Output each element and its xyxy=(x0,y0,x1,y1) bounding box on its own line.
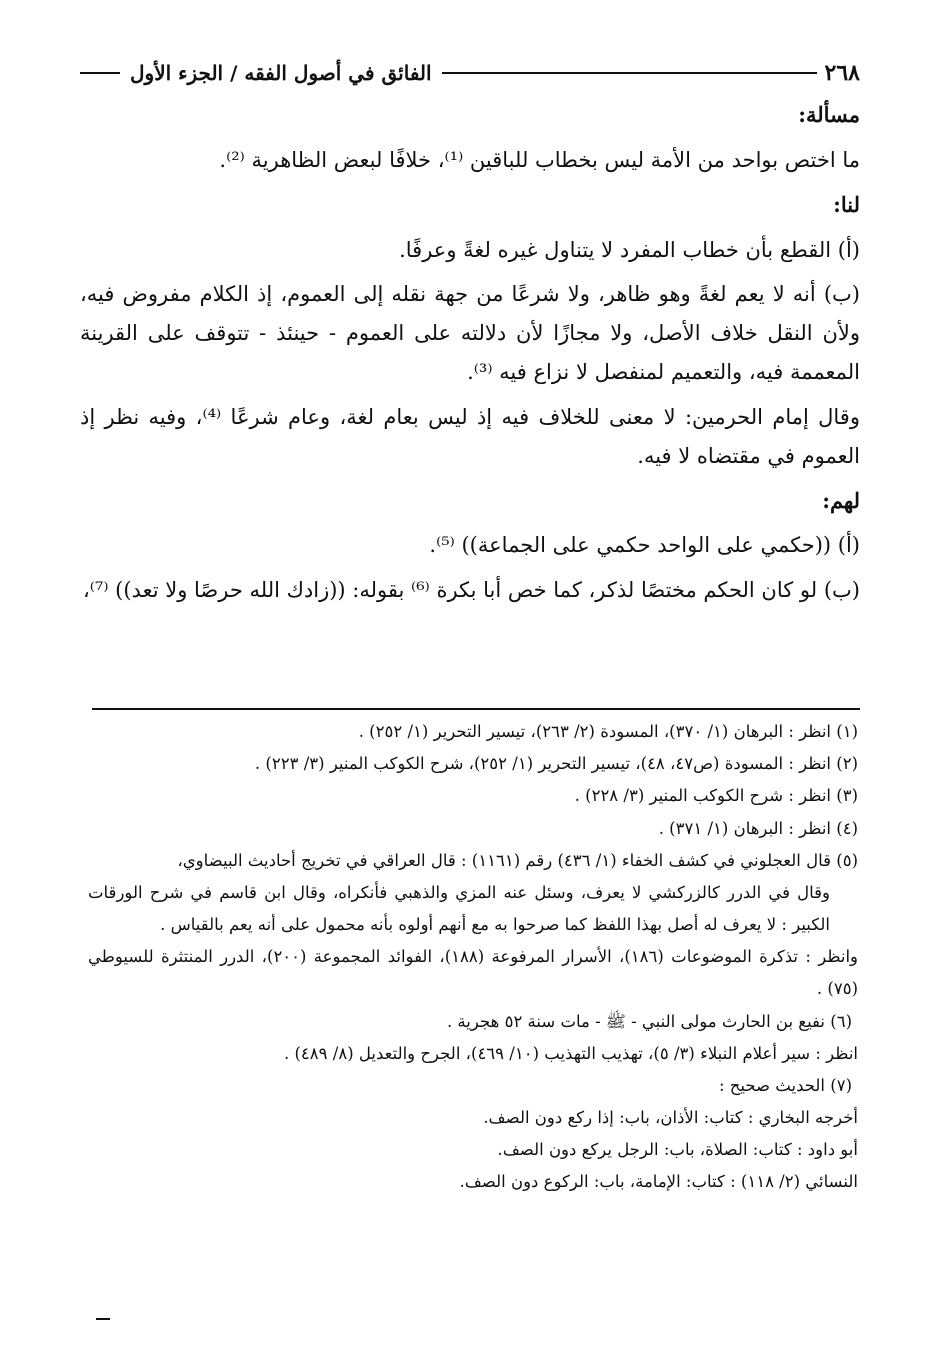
header-rule xyxy=(442,72,817,74)
footnote-7-abudawud: أبو داود : كتاب: الصلاة، باب: الرجل يركع دون الصف. xyxy=(497,1140,858,1160)
footnote-6-refs: انظر : سير أعلام النبلاء (٣/ ٥)، تهذيب التهذيب (١٠/ ٤٦٩)، الجرح والتعديل (٨/ ٤٨٩) . xyxy=(283,1043,858,1063)
footnote-1: (١) انظر : البرهان (١/ ٣٧٠)، المسودة (٢/ ٢٦٣)، تيسير التحرير (١/ ٢٥٢) . xyxy=(358,722,858,741)
footnote-2: (٢) انظر : المسودة (ص٤٧، ٤٨)، تيسير التحرير (١/ ٢٥٢)، شرح الكوكب المنير (٣/ ٢٢٣) . xyxy=(254,754,858,774)
header-rule-end xyxy=(80,72,120,74)
footnote-3: (٣) انظر : شرح الكوكب المنير (٣/ ٢٢٨) . xyxy=(574,786,858,806)
footnote-7-nasai: النسائي (٢/ ١١٨) : كتاب: الإمامة، باب: الركوع دون الصف. xyxy=(459,1172,858,1192)
heading-lana: لنا: xyxy=(833,191,860,217)
footnote-6: (٦) نفيع بن الحارث مولى النبي - ﷺ - مات سنة ٥٢ هجرية . xyxy=(446,1011,852,1031)
imam-paragraph: وقال إمام الحرمين: لا معنى للخلاف فيه إذ ليس بعام لغة، وعام شرعًا ⁽⁴⁾، وفيه نظر إذ العموم في مقتضاه لا فيه. xyxy=(80,404,860,468)
paragraph-1: ما اختص بواحد من الأمة ليس بخطاب للباقين ⁽¹⁾، خلافًا لبعض الظاهرية ⁽²⁾. xyxy=(219,147,860,172)
footnotes xyxy=(88,716,858,1199)
page-number: ٢٦٨ xyxy=(824,60,860,86)
footnote-7: (٧) الحديث صحيح : xyxy=(718,1075,852,1095)
footnote-5-continued: وقال في الدرر كالزركشي لا يعرف، وسئل عنه المزي والذهبي فأنكراه، وقال ابن قاسم في شرح الورقات الكبير : لا يعرف له أصل بهذا اللفظ كما صرحوا به مع أنهم أولوه بأنه محمول على أنه يعم بالقياس . xyxy=(88,882,830,935)
point-alif-2: (أ) ((حكمي على الواحد حكمي على الجماعة)) ⁽⁵⁾. xyxy=(429,533,860,558)
heading-lahum: لهم: xyxy=(822,487,860,513)
point-ba: (ب) أنه لا يعم لغةً وهو ظاهر، ولا شرعًا من جهة نقله إلى العموم، إذ الكلام مفروض فيه، ولأن النقل خلاف الأصل، ولا مجازًا لأن دلالته على العموم - حينئذ - تتوقف على القرينة المعممة فيه، والتعميم لمنفصل لا نزاع فيه ⁽³⁾. xyxy=(80,282,860,385)
page-end-mark xyxy=(96,1318,110,1320)
footnote-5-see-also: وانظر : تذكرة الموضوعات (١٨٦)، الأسرار المرفوعة (١٨٨)، الفوائد المجموعة (٢٠٠)، الدرر المنتثرة للسيوطي (٧٥) . xyxy=(88,947,859,999)
footnote-separator xyxy=(92,708,860,710)
footnote-4: (٤) انظر : البرهان (١/ ٣٧١) . xyxy=(658,818,858,838)
running-header xyxy=(80,58,860,88)
heading-masala: مسألة: xyxy=(798,102,860,127)
main-text xyxy=(80,96,860,616)
point-alif: (أ) القطع بأن خطاب المفرد لا يتناول غيره لغةً وعرفًا. xyxy=(399,237,860,262)
footnote-7-bukhari: أخرجه البخاري : كتاب: الأذان، باب: إذا ركع دون الصف. xyxy=(483,1108,858,1128)
point-ba-2: (ب) لو كان الحكم مختصًا لذكر، كما خص أبا بكرة ⁽⁶⁾ بقوله: ((زادك الله حرصًا ولا تعد)) ⁽⁷⁾، xyxy=(82,578,860,603)
footnote-5: (٥) قال العجلوني في كشف الخفاء (١/ ٤٣٦) رقم (١١٦١) : قال العراقي في تخريج أحاديث البيضاوي، xyxy=(177,850,858,870)
book-title: الفائق في أصول الفقه / الجزء الأول xyxy=(130,61,432,85)
